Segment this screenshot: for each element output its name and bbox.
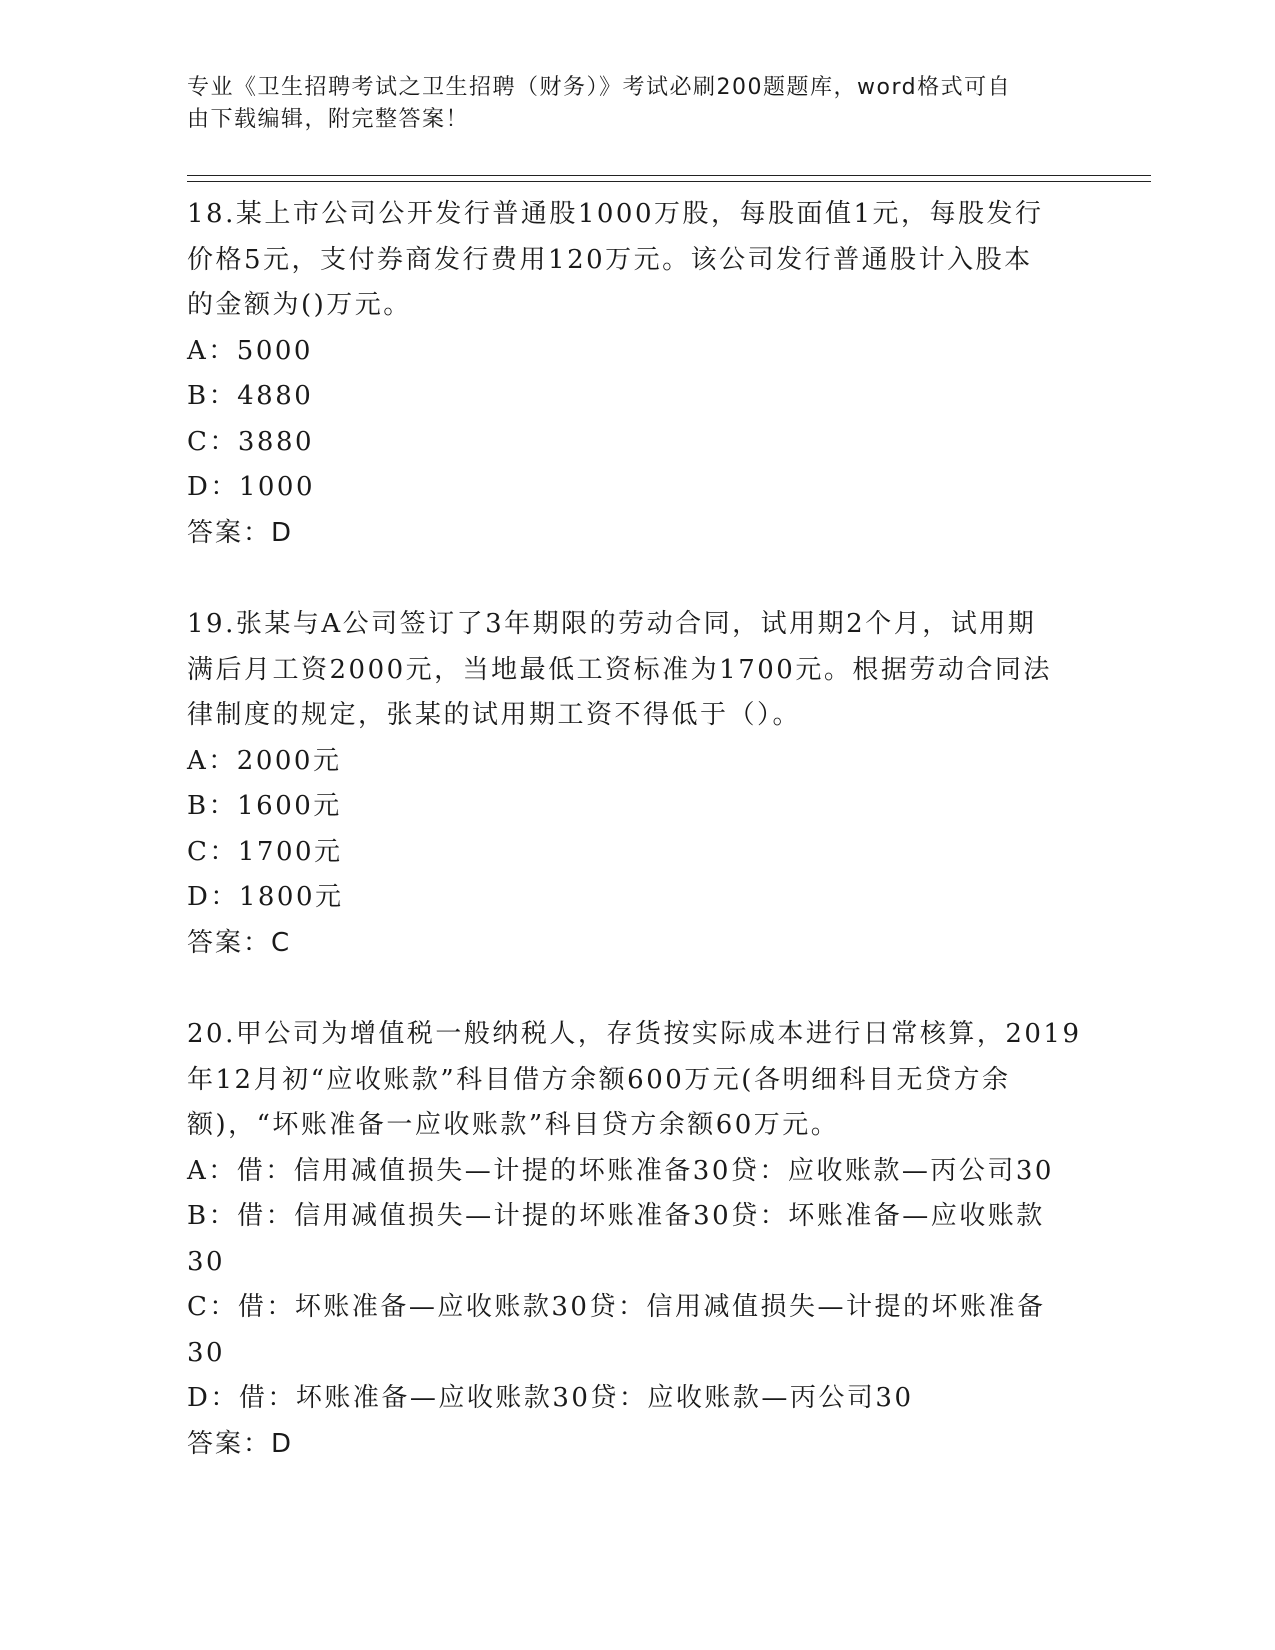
- option-line: C：3880: [187, 426, 315, 457]
- question-stem-line: 19.张某与A公司签订了3年期限的劳动合同，试用期2个月，试用期: [187, 609, 1037, 639]
- option-line: A：借：信用减值损失—计提的坏账准备30贷：应收账款—丙公司30: [187, 1155, 1054, 1186]
- option-line: 30: [187, 1246, 226, 1277]
- question-spacer: [187, 966, 1067, 1012]
- question-list: [187, 192, 1082, 1467]
- option-line: C：借：坏账准备—应收账款30贷：信用减值损失—计提的坏账准备: [187, 1292, 1046, 1322]
- option-line: D：借：坏账准备—应收账款30贷：应收账款—丙公司30: [187, 1383, 914, 1413]
- option-line: A：2000元: [187, 745, 342, 776]
- answer-line: 答案：C: [187, 927, 292, 958]
- answer-line: 答案：D: [187, 1428, 294, 1459]
- option-line: B：借：信用减值损失—计提的坏账准备30贷：坏账准备—应收账款: [187, 1201, 1045, 1231]
- header-divider-bottom: [187, 181, 1151, 182]
- question-block: [187, 192, 1067, 556]
- question-stem-line: 20.甲公司为增值税一般纳税人，存货按实际成本进行日常核算，2019: [187, 1019, 1082, 1049]
- option-line: C：1700元: [187, 836, 343, 867]
- question-spacer: [187, 556, 1067, 602]
- question-stem-line: 价格5元，支付券商发行费用120万元。该公司发行普通股计入股本: [187, 244, 1033, 275]
- document-header: [187, 72, 1067, 136]
- header-divider-top: [187, 175, 1151, 176]
- question-block: [187, 1012, 1082, 1467]
- option-line: B：4880: [187, 381, 314, 411]
- question-stem-line: 18.某上市公司公开发行普通股1000万股，每股面值1元，每股发行: [187, 199, 1044, 229]
- question-stem-line: 满后月工资2000元，当地最低工资标准为1700元。根据劳动合同法: [187, 654, 1052, 685]
- question-block: [187, 602, 1067, 966]
- header-line-2: 由下载编辑，附完整答案！: [187, 107, 470, 132]
- question-stem-line: 律制度的规定，张某的试用期工资不得低于（）。: [187, 700, 802, 730]
- answer-line: 答案：D: [187, 517, 294, 548]
- header-line-1: 专业《卫生招聘考试之卫生招聘（财务）》考试必刷200题题库，word格式可自: [187, 75, 1012, 100]
- question-stem-line: 年12月初“应收账款”科目借方余额600万元(各明细科目无贷方余: [187, 1064, 1011, 1095]
- question-stem-line: 的金额为()万元。: [187, 290, 412, 320]
- question-stem-line: 额)，“坏账准备一应收账款”科目贷方余额60万元。: [187, 1110, 840, 1140]
- option-line: D：1800元: [187, 882, 344, 912]
- option-line: 30: [187, 1337, 226, 1368]
- option-line: D：1000: [187, 472, 316, 502]
- option-line: A：5000: [187, 335, 313, 366]
- option-line: B：1600元: [187, 791, 342, 821]
